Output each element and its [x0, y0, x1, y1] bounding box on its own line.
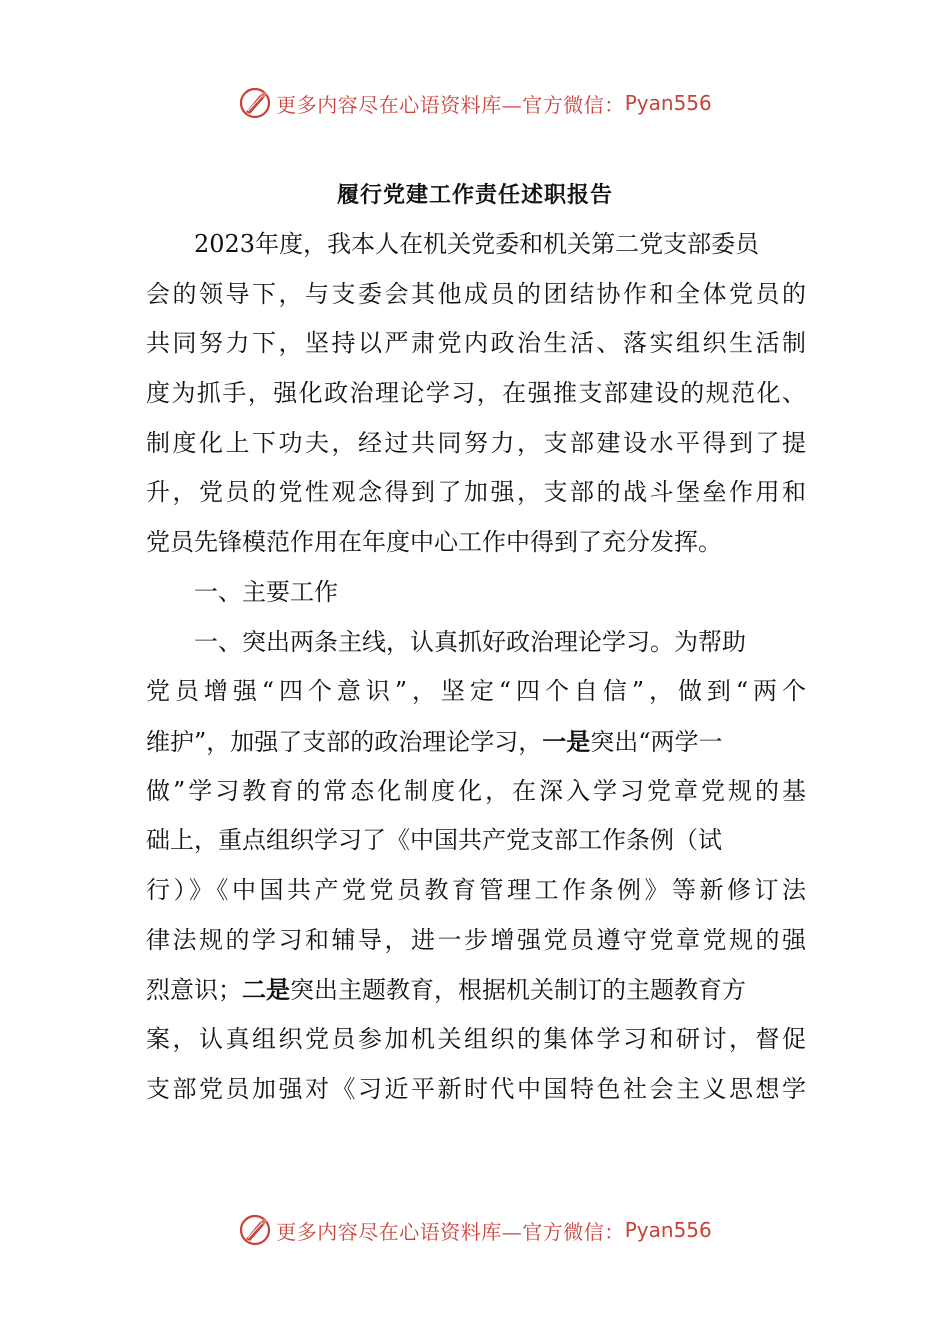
paragraph-line: 行）》《中国共产党党员教育管理工作条例》等新修订法 [146, 875, 806, 904]
paragraph-line: 一、突出两条主线，认真抓好政治理论学习。为帮助 [194, 627, 746, 656]
fountain-pen-logo-icon [238, 1213, 272, 1247]
footer-watermark-banner [0, 1208, 950, 1252]
paragraph-line: 础上，重点组织学习了《中国共产党支部工作条例（试 [146, 826, 722, 855]
paragraph-line: 支部党员加强对《习近平新时代中国特色社会主义思想学 [146, 1074, 806, 1103]
fountain-pen-logo-icon [238, 86, 272, 120]
paragraph-line: 律法规的学习和辅导，进一步增强党员遵守党章党规的强 [146, 925, 806, 954]
watermark-text: 更多内容尽在心语资料库—官方微信： [276, 1219, 625, 1244]
paragraph-line: 烈意识；二是突出主题教育，根据机关制订的主题教育方 [146, 975, 746, 1005]
paragraph-line: 做”学习教育的常态化制度化，在深入学习党章党规的基 [146, 776, 806, 805]
bold-marker: 二是 [242, 975, 290, 1005]
watermark-text: 更多内容尽在心语资料库—官方微信： [276, 92, 625, 117]
paragraph-line: 2023年度，我本人在机关党委和机关第二党支部委员 [194, 230, 760, 258]
paragraph-line: 案，认真组织党员参加机关组织的集体学习和研讨，督促 [146, 1025, 806, 1053]
document-body [146, 220, 806, 1114]
paragraph-line: 党员先锋模范作用在年度中心工作中得到了充分发挥。 [146, 528, 722, 557]
section-heading: 一、主要工作 [194, 577, 338, 606]
paragraph-line: 共同努力下，坚持以严肃党内政治生活、落实组织生活制 [146, 329, 806, 358]
watermark-wechat-id: Pyan556 [624, 1218, 712, 1242]
bold-marker: 一是 [542, 726, 591, 756]
paragraph-line: 维护”，加强了支部的政治理论学习，一是突出“两学一 [146, 726, 723, 756]
paragraph-line: 会的领导下，与支委会其他成员的团结协作和全体党员的 [146, 279, 806, 308]
watermark-wechat-id: Pyan556 [624, 91, 712, 115]
paragraph-line: 党员增强“四个意识”，坚定“四个自信”，做到“两个 [146, 677, 806, 706]
header-watermark-banner [0, 81, 950, 125]
document-title: 履行党建工作责任述职报告 [336, 183, 613, 208]
paragraph-line: 升，党员的党性观念得到了加强，支部的战斗堡垒作用和 [146, 478, 806, 507]
paragraph-line: 制度化上下功夫，经过共同努力，支部建设水平得到了提 [146, 428, 806, 457]
paragraph-line: 度为抓手，强化政治理论学习，在强推支部建设的规范化、 [146, 379, 806, 408]
